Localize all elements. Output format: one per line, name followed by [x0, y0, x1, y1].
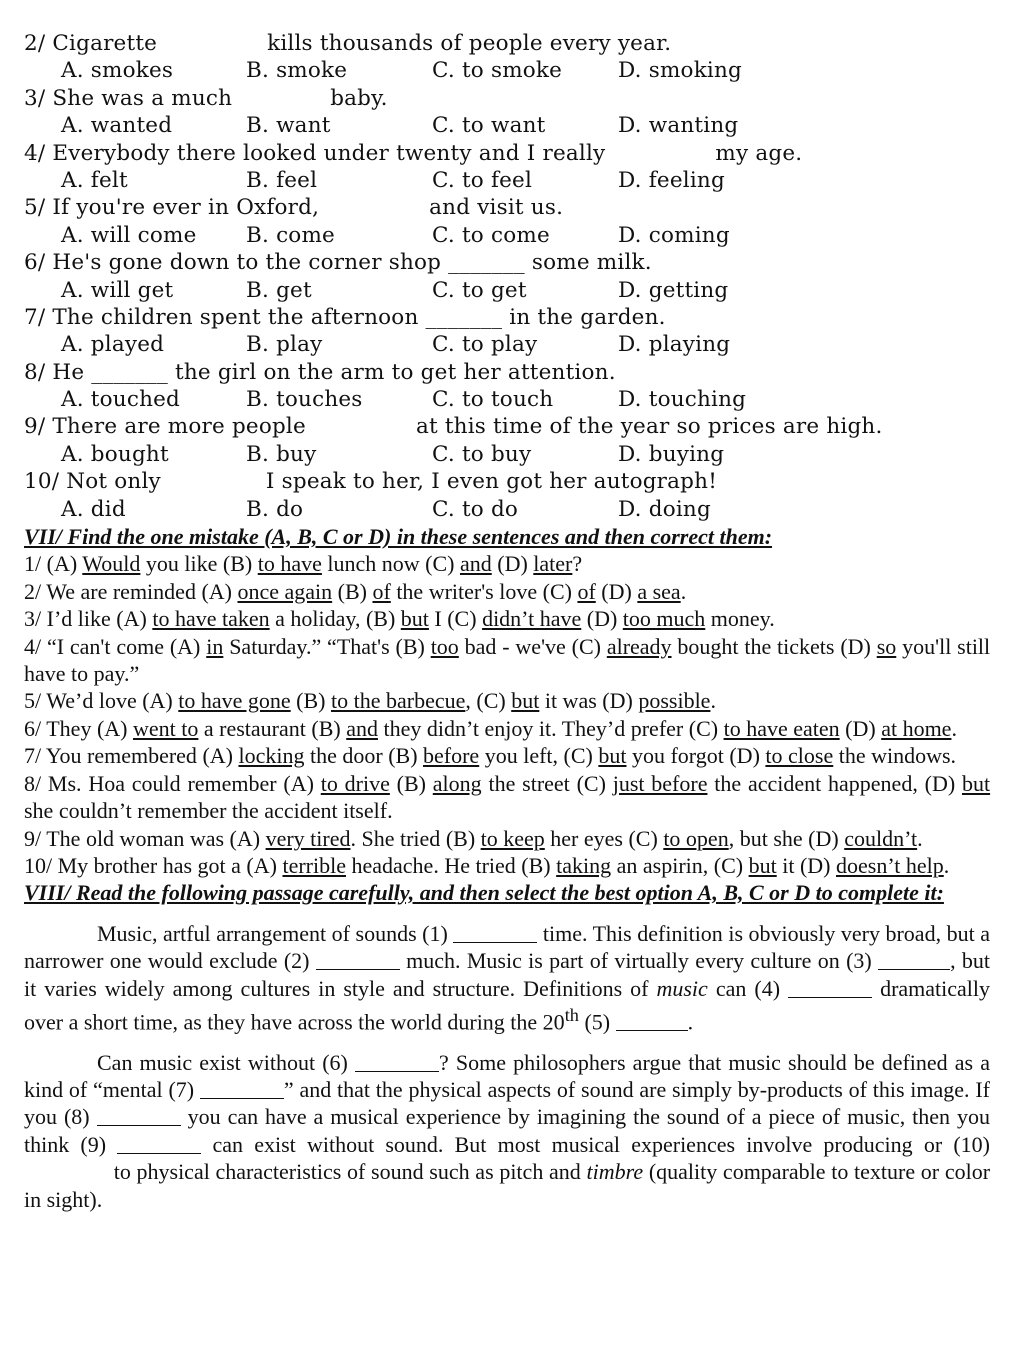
question-text: There are more people [52, 414, 306, 440]
error-sentence-7: 7/ You remembered (A) locking the door (B) before you left, (C) but you forgot (D) to close the windows. [24, 743, 957, 769]
option-b: B. come [246, 222, 335, 248]
option-d: D. coming [618, 222, 730, 248]
error-sentence-2: 2/ We are reminded (A) once again (B) of the writer's love (C) of (D) a sea. [24, 578, 687, 604]
question-number: 6/ [24, 250, 46, 276]
question-text: The children spent the afternoon [52, 304, 419, 330]
option-c: C. to feel [432, 167, 533, 193]
question-number: 9/ [24, 414, 46, 440]
option-a: A. touched [61, 387, 181, 413]
option-b: B. feel [246, 167, 318, 193]
option-c: C. to touch [432, 387, 554, 413]
question-number: 4/ [24, 140, 46, 166]
mcq-question-7 [24, 304, 990, 359]
question-text: She was a much [52, 85, 233, 111]
error-sentence-10: 10/ My brother has got a (A) terrible headache. He tried (B) taking an aspirin, (C) but it (D) doesn’t help. [24, 852, 950, 878]
question-text: my age. [715, 140, 803, 166]
mcq-list [24, 30, 990, 523]
error-sentence-6: 6/ They (A) went to a restaurant (B) and they didn’t enjoy it. They’d prefer (C) to have eaten (D) at home. [24, 715, 957, 741]
option-b: B. get [246, 277, 312, 303]
option-c: C. to come [432, 222, 550, 248]
error-sentence-9: 9/ The old woman was (A) very tired. She tried (B) to keep her eyes (C) to open, but she (D) couldn’t. [24, 825, 923, 851]
blank-4 [788, 977, 872, 998]
question-text: Cigarette [52, 31, 158, 56]
question-number: 3/ [24, 85, 46, 111]
mcq-question-6 [24, 249, 990, 304]
question-text: Everybody there looked under twenty and I really [52, 140, 606, 166]
question-text: some milk. [531, 250, 652, 276]
mcq-question-3 [24, 85, 990, 140]
question-text: He's gone down to the corner shop [52, 250, 442, 276]
blank-7 [200, 1078, 284, 1099]
blank-2 [316, 949, 400, 970]
option-b: B. want [246, 113, 331, 139]
section-viii-heading: VIII/ Read the following passage carefully, and then select the best option A, B, C or D to complete it: [24, 880, 944, 906]
option-d: D. smoking [618, 58, 743, 84]
mcq-question-4 [24, 140, 990, 195]
option-c: C. to do [432, 496, 519, 522]
option-b: B. play [246, 332, 323, 358]
question-number: 2/ [24, 31, 46, 56]
option-c: C. to play [432, 332, 538, 358]
mcq-question-2 [24, 30, 990, 85]
error-sentence-5: 5/ We’d love (A) to have gone (B) to the barbecue, (C) but it was (D) possible. [24, 688, 716, 714]
error-sentence-1: 1/ (A) Would you like (B) to have lunch now (C) and (D) later? [24, 551, 583, 577]
question-text: in the garden. [509, 304, 666, 330]
blank-1 [453, 922, 537, 943]
option-b: B. smoke [246, 58, 348, 84]
error-sentence-3: 3/ I’d like (A) to have taken a holiday, (B) but I (C) didn’t have (D) too much money. [24, 606, 775, 632]
question-text: I speak to her, I even got her autograph! [265, 469, 718, 495]
option-a: A. will get [61, 277, 174, 303]
question-number: 8/ [24, 359, 46, 385]
blank-9 [117, 1133, 201, 1154]
option-a: A. played [61, 332, 165, 358]
option-b: B. buy [246, 441, 317, 467]
blank-8 [97, 1106, 181, 1127]
option-d: D. doing [618, 496, 711, 522]
option-a: A. bought [61, 441, 169, 467]
worksheet-page [24, 30, 990, 1213]
question-text: He [52, 359, 85, 385]
option-b: B. do [246, 496, 304, 522]
option-d: D. feeling [618, 167, 725, 193]
option-d: D. buying [618, 441, 725, 467]
option-d: D. getting [618, 277, 729, 303]
error-sentence-4: 4/ “I can't come (A) in Saturday.” “That's (B) too bad - we've (C) already bought the tickets (D) so you'll still have to pay.” [24, 633, 991, 687]
option-a: A. will come [61, 222, 197, 248]
option-d: D. wanting [618, 113, 739, 139]
mcq-question-8 [24, 359, 990, 414]
section-vii-heading: VII/ Find the one mistake (A, B, C or D) in these sentences and then correct them: [24, 524, 773, 550]
option-c: C. to smoke [432, 58, 563, 84]
option-b: B. touches [246, 387, 363, 413]
error-sentence-8: 8/ Ms. Hoa could remember (A) to drive (B) along the street (C) just before the accident happened, (D) but she couldn’t remember the accident itself. [24, 770, 991, 824]
option-c: C. to buy [432, 441, 532, 467]
question-text: the girl on the arm to get her attention. [175, 359, 616, 385]
answer-blank: _______ [91, 359, 168, 385]
mcq-question-10 [24, 468, 990, 523]
blank-6 [355, 1051, 439, 1072]
question-text: kills thousands of people every year. [267, 31, 672, 56]
answer-blank: _______ [425, 304, 503, 330]
passage-paragraph-2: Can music exist without (6) ? Some philosophers argue that music should be defined as a kind of “mental (7) ” and that the physical aspects of sound are simply by-products of this image. If you (8) you can have a musical experience by imagining the sound of a piece of music, then you think (9) can exist without sound. But most musical experiences involve producing or (10) to physical characteristics of sound such as pitch and timbre (quality comparable to texture or color in sight). [24, 1049, 991, 1212]
blank-5 [616, 1010, 688, 1031]
question-text: If you're ever in Oxford, [52, 195, 320, 221]
option-c: C. to want [432, 113, 546, 139]
question-number: 7/ [24, 304, 46, 330]
option-a: A. felt [61, 167, 128, 193]
passage-paragraph-1: Music, artful arrangement of sounds (1) time. This definition is obviously very broad, but a narrower one would exclude (2) much. Music is part of virtually every culture on (3) , but it varies widely among cultures in style and structure. Definitions of music can (4) dramatically over a short time, as they have across the world during the 20th (5) . [24, 920, 991, 1035]
question-number: 5/ [24, 195, 46, 221]
mcq-question-9 [24, 413, 990, 468]
mcq-question-5 [24, 194, 990, 249]
option-d: D. touching [618, 387, 747, 413]
option-a: A. wanted [61, 113, 173, 139]
answer-blank: _______ [448, 250, 525, 276]
blank-3 [878, 949, 950, 970]
question-text: and visit us. [429, 195, 564, 221]
question-text: at this time of the year so prices are high. [415, 414, 883, 440]
question-number: 10/ [24, 469, 60, 495]
question-text: baby. [330, 85, 388, 111]
option-c: C. to get [432, 277, 527, 303]
option-d: D. playing [618, 332, 731, 358]
option-a: A. did [61, 496, 126, 522]
question-text: Not only [66, 469, 161, 495]
option-a: A. smokes [61, 58, 174, 84]
